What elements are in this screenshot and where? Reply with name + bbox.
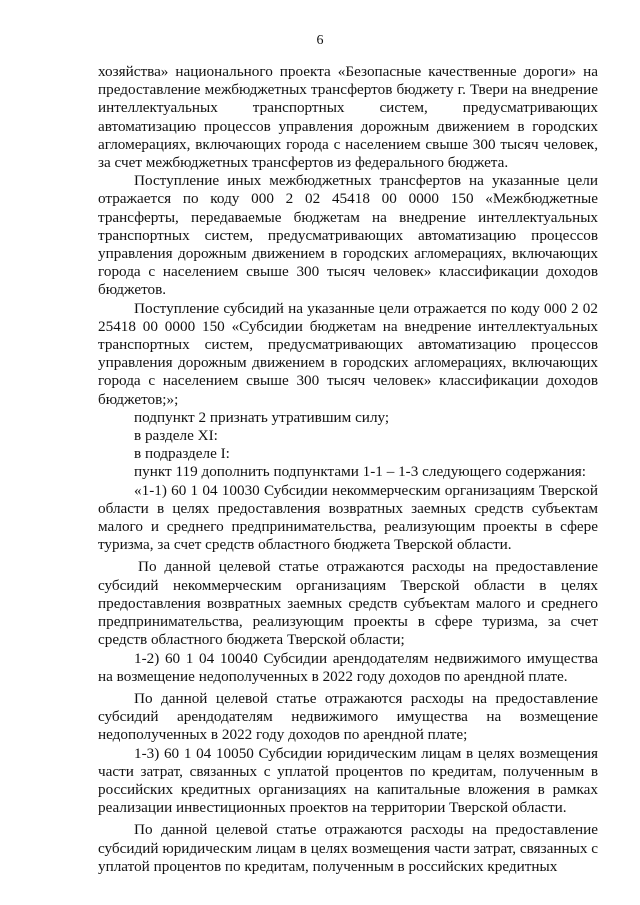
page-number: 6 — [316, 33, 324, 48]
paragraph: 1-2) 60 1 04 10040 Субсидии арендодателям недвижимого имущества на возмещение недополученных в 2022 году доходов по арендной плате. — [98, 649, 598, 685]
paragraph: Поступление иных межбюджетных трансфертов на указанные цели отражается по коду 000 2 02 45418 00 0000 150 «Межбюджетные трансферты, передаваемые бюджетам на внедрение интеллектуальных транспортных систем, предусматривающих автоматизацию процессов управления дорожным движением в городских агломерациях, включающих города с населением свыше 300 тысяч человек» классификации доходов бюджетов. — [98, 172, 598, 299]
document-body — [98, 63, 598, 876]
paragraph: в подразделе I: — [134, 445, 230, 463]
paragraph: подпункт 2 признать утратившим силу; — [134, 408, 390, 426]
paragraph: По данной целевой статье отражаются расходы на предоставление субсидий некоммерческим организациям Тверской области в целях предоставления возвратных заемных средств субъектам малого и среднего предпринимательства, реализующим проекты в сфере туризма, за счет средств областного бюджета Тверской области; — [98, 558, 598, 649]
paragraph: хозяйства» национального проекта «Безопасные качественные дороги» на предоставление межбюджетных трансфертов бюджету г. Твери на внедрение интеллектуальных транспортных систем, предусматривающих автоматизацию процессов управления дорожным движением в городских агломерациях, включающих города с населением свыше 300 тысяч человек, за счет межбюджетных трансфертов из федерального бюджета. — [98, 63, 598, 172]
paragraph: пункт 119 дополнить подпунктами 1-1 – 1-3 следующего содержания: — [134, 463, 586, 481]
paragraph: По данной целевой статье отражаются расходы на предоставление субсидий арендодателям недвижимого имущества на возмещение недополученных в 2022 году доходов по арендной плате; — [98, 689, 598, 744]
paragraph: По данной целевой статье отражаются расходы на предоставление субсидий юридическим лицам в целях возмещения части затрат, связанных с уплатой процентов по кредитам, полученным в российских кредитных — [98, 821, 598, 875]
paragraph: Поступление субсидий на указанные цели отражается по коду 000 2 02 25418 00 0000 150 «Субсидии бюджетам на внедрение интеллектуальных транспортных систем, предусматривающих автоматизацию процессов управления дорожным движением в городских агломерациях, включающих города с населением свыше 300 тысяч человек» классификации доходов бюджетов;»; — [98, 299, 598, 408]
paragraph: 1-3) 60 1 04 10050 Субсидии юридическим лицам в целях возмещения части затрат, связанных с уплатой процентов по кредитам, полученным в российских кредитных организациях на капитальные вложения в рамках реализации инвестиционных проектов на территории Тверской области. — [98, 744, 598, 817]
paragraph: «1-1) 60 1 04 10030 Субсидии некоммерческим организациям Тверской области в целях предоставления возвратных заемных средств субъектам малого и среднего предпринимательства, реализующим проекты в сфере туризма, за счет средств областного бюджета Тверской области. — [98, 481, 598, 554]
paragraph: в разделе XI: — [134, 427, 218, 445]
